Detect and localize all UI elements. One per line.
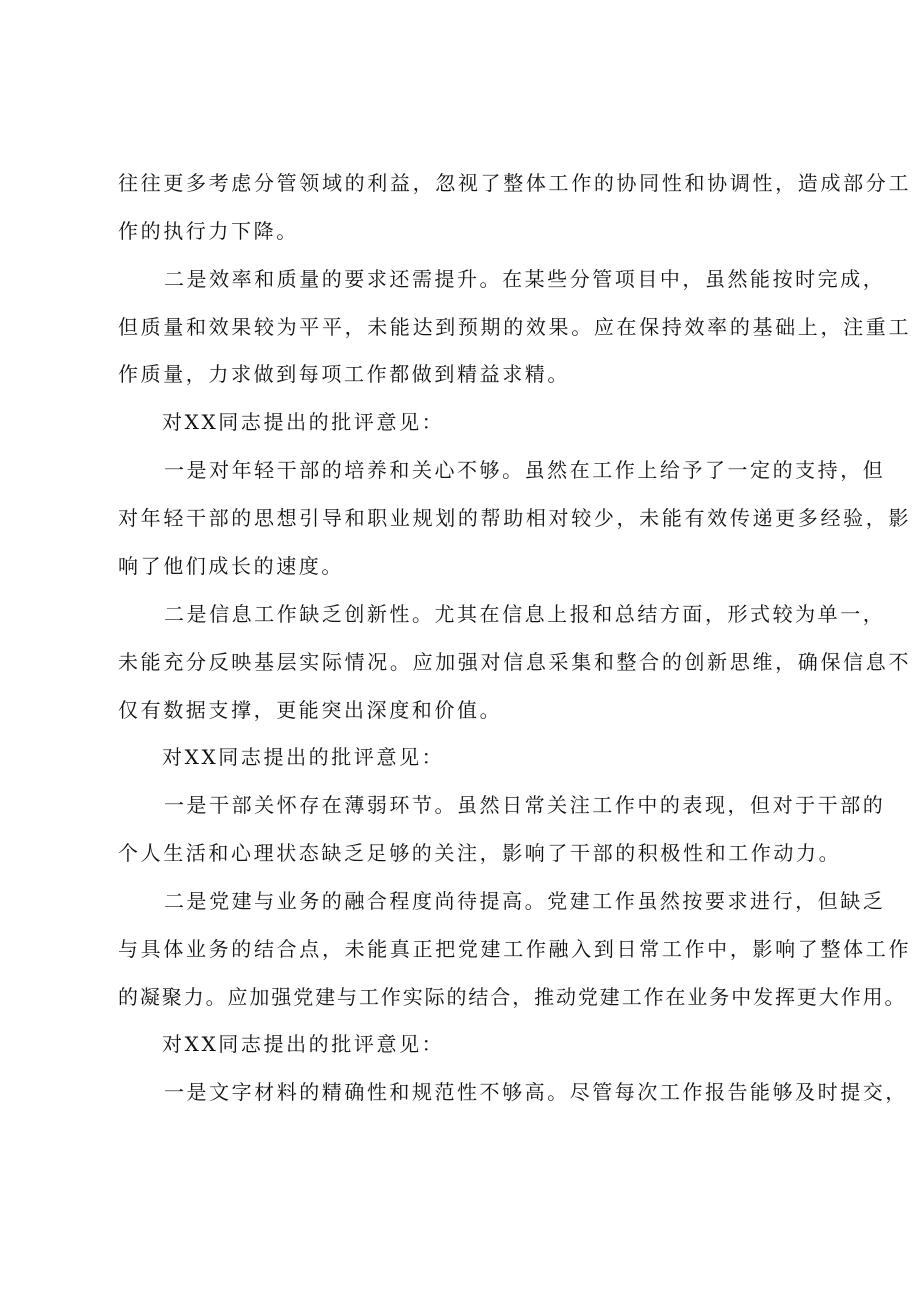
text-line: 个人生活和心理状态缺乏足够的关注，影响了干部的积极性和工作动力。 [118, 841, 842, 865]
text-line: 作质量，力求做到每项工作都做到精益求精。 [118, 362, 570, 386]
text-line: 未能充分反映基层实际情况。应加强对信息采集和整合的创新思维，确保信息不 [118, 650, 912, 674]
paragraph-start: 一是文字材料的精确性和规范性不够高。尽管每次工作报告能够及时提交， [164, 1080, 908, 1104]
section-heading: 对XX同志提出的批评意见： [162, 745, 445, 769]
paragraph-start: 二是党建与业务的融合程度尚待提高。党建工作虽然按要求进行，但缺乏 [164, 889, 886, 913]
paragraph-start: 二是信息工作缺乏创新性。尤其在信息上报和总结方面，形式较为单一， [164, 602, 886, 626]
text-line: 与具体业务的结合点，未能真正把党建工作融入到日常工作中，影响了整体工作 [118, 937, 912, 961]
text-line: 仅有数据支撑，更能突出深度和价值。 [118, 698, 503, 722]
text-line: 往往更多考虑分管领域的利益，忽视了整体工作的协同性和协调性，造成部分工 [118, 171, 912, 195]
paragraph-start: 一是干部关怀存在薄弱环节。虽然日常关注工作中的表现，但对于干部的 [164, 793, 886, 817]
text-line: 作的执行力下降。 [118, 219, 299, 243]
paragraph-start: 一是对年轻干部的培养和关心不够。虽然在工作上给予了一定的支持，但 [164, 458, 886, 482]
text-line: 的凝聚力。应加强党建与工作实际的结合，推动党建工作在业务中发挥更大作用。 [118, 985, 907, 1009]
section-heading: 对XX同志提出的批评意见： [162, 1032, 445, 1056]
text-line: 但质量和效果较为平平，未能达到预期的效果。应在保持效率的基础上，注重工 [118, 315, 912, 339]
paragraph-start: 二是效率和质量的要求还需提升。在某些分管项目中，虽然能按时完成， [164, 267, 886, 291]
text-line: 响了他们成长的速度。 [118, 554, 344, 578]
text-line: 对年轻干部的思想引导和职业规划的帮助相对较少，未能有效传递更多经验，影 [118, 506, 912, 530]
section-heading: 对XX同志提出的批评意见： [162, 410, 445, 434]
